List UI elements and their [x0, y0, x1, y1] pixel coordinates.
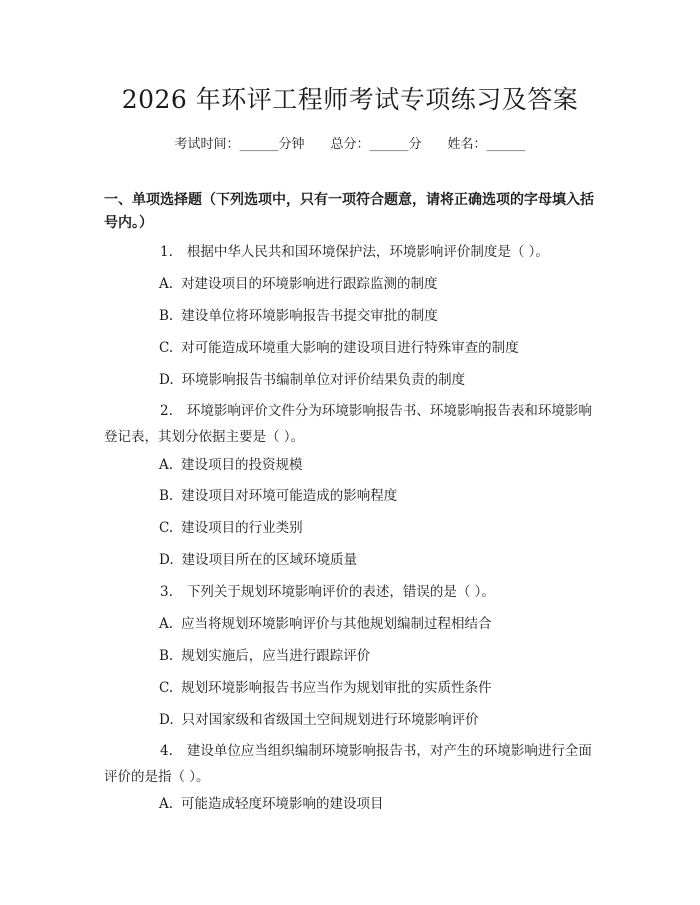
- question-text: 环境影响评价文件分为环境影响报告书、环境影响报告表和环境影响登记表，其划分依据主要是（ ）。: [104, 403, 592, 445]
- option-2b: [159, 483, 599, 509]
- question-text: 建设单位应当组织编制环境影响报告书，对产生的环境影响进行全面评价的是指（ ）。: [104, 743, 592, 785]
- question-number: 4.: [160, 743, 173, 759]
- time-unit: 分钟: [278, 137, 305, 152]
- option-letter: A.: [159, 457, 174, 473]
- option-text: 应当将规划环境影响评价与其他规划编制过程相结合: [181, 616, 492, 632]
- option-1a: [159, 271, 599, 297]
- score-blank: ______: [369, 137, 409, 152]
- option-letter: D.: [159, 712, 174, 728]
- option-letter: A.: [159, 796, 174, 812]
- option-text: 规划实施后，应当进行跟踪评价: [181, 648, 371, 664]
- option-text: 只对国家级和省级国土空间规划进行环境影响评价: [181, 712, 479, 728]
- option-text: 对可能造成环境重大影响的建设项目进行特殊审查的制度: [181, 340, 519, 356]
- option-text: 建设项目的投资规模: [181, 457, 303, 473]
- option-letter: D.: [159, 372, 174, 388]
- question-number: 3.: [160, 584, 173, 600]
- option-text: 建设单位将环境影响报告书提交审批的制度: [181, 308, 438, 324]
- option-letter: C.: [159, 340, 174, 356]
- option-2c: [159, 515, 599, 541]
- option-2a: [159, 452, 599, 478]
- option-text: 对建设项目的环境影响进行跟踪监测的制度: [181, 276, 438, 292]
- question-1: [104, 239, 604, 265]
- option-letter: A.: [159, 616, 174, 632]
- name-blank: ______: [486, 137, 526, 152]
- option-letter: C.: [159, 520, 174, 536]
- question-number: 2.: [160, 403, 173, 419]
- question-4: [104, 738, 604, 790]
- option-letter: A.: [159, 276, 174, 292]
- option-3a: [159, 611, 599, 637]
- score-unit: 分: [408, 137, 422, 152]
- option-letter: C.: [159, 680, 174, 696]
- time-label: 考试时间：: [174, 137, 240, 152]
- option-text: 可能造成轻度环境影响的建设项目: [181, 796, 384, 812]
- section-heading: 一、单项选择题（下列选项中，只有一项符合题意，请将正确选项的字母填入括号内。）: [104, 192, 594, 231]
- question-text: 下列关于规划环境影响评价的表述，错误的是（ ）。: [186, 584, 495, 600]
- option-3c: [159, 675, 599, 701]
- question-number: 1.: [160, 244, 173, 260]
- name-label: 姓名：: [447, 137, 487, 152]
- option-3d: [159, 707, 599, 733]
- option-text: 环境影响报告书编制单位对评价结果负责的制度: [181, 372, 466, 388]
- option-3b: [159, 643, 599, 669]
- option-1d: [159, 367, 599, 393]
- score-label: 总分：: [330, 137, 370, 152]
- option-letter: B.: [159, 308, 174, 324]
- exam-meta: [0, 133, 700, 152]
- option-letter: D.: [159, 552, 174, 568]
- question-text: 根据中华人民共和国环境保护法，环境影响评价制度是（ ）。: [186, 244, 549, 260]
- option-letter: B.: [159, 648, 174, 664]
- page-title: 2026 年环评工程师考试专项练习及答案: [121, 85, 579, 114]
- option-text: 建设项目所在的区域环境质量: [181, 552, 358, 568]
- option-1c: [159, 335, 599, 361]
- option-1b: [159, 303, 599, 329]
- option-4a: [159, 791, 599, 817]
- option-text: 规划环境影响报告书应当作为规划审批的实质性条件: [181, 680, 492, 696]
- option-2d: [159, 547, 599, 573]
- question-3: [104, 579, 604, 605]
- option-text: 建设项目的行业类别: [181, 520, 303, 536]
- option-letter: B.: [159, 488, 174, 504]
- time-blank: ______: [239, 137, 279, 152]
- option-text: 建设项目对环境可能造成的影响程度: [181, 488, 398, 504]
- question-2: [104, 398, 604, 450]
